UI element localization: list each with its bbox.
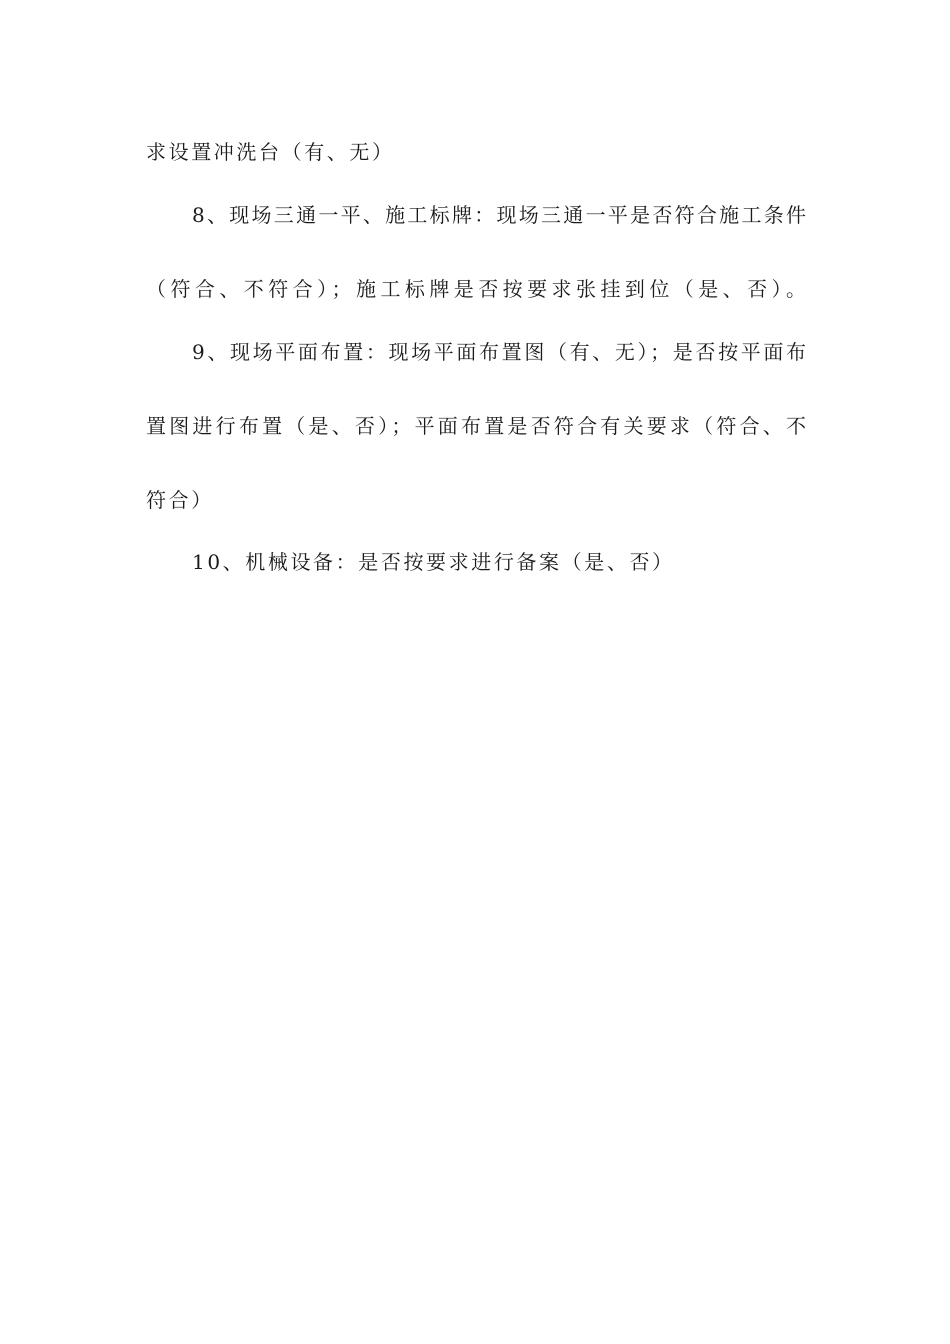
item-9-line-1: 9、现场平面布置：现场平面布置图（有、无）；是否按平面布 — [192, 340, 806, 364]
text-line-1: 求设置冲洗台（有、无） — [146, 140, 395, 164]
item-8-line-2: （符合、不符合）；施工标牌是否按要求张挂到位（是、否）。 — [146, 277, 806, 301]
item-9-line-2: 置图进行布置（是、否）；平面布置是否符合有关要求（符合、不 — [146, 414, 806, 438]
item-10-line-1: 10、机械设备：是否按要求进行备案（是、否） — [192, 550, 675, 574]
item-9-line-3: 符合） — [146, 488, 214, 512]
item-8-line-1: 8、现场三通一平、施工标牌：现场三通一平是否符合施工条件 — [192, 203, 806, 227]
